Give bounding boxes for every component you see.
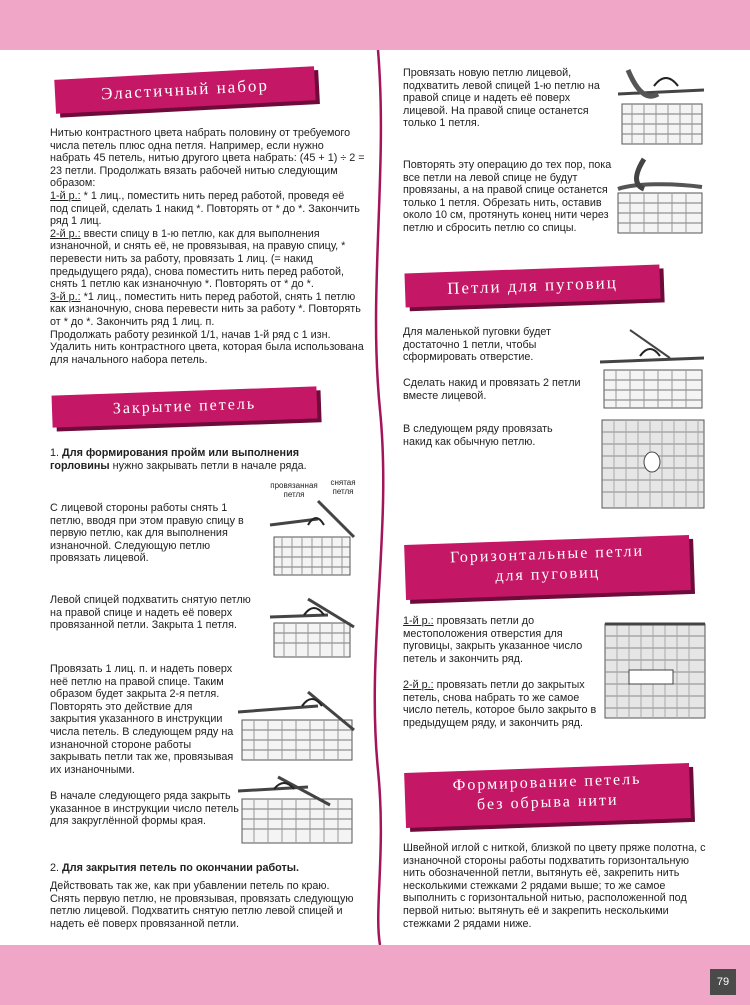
top-band xyxy=(0,0,750,50)
binding-off-intro xyxy=(50,447,320,472)
bind-off-illustration-1 xyxy=(618,64,706,146)
row-label: 3-й р.: xyxy=(50,290,81,303)
section-title-loops-without-break xyxy=(404,763,691,828)
column-divider xyxy=(360,50,400,945)
section-title-horizontal-buttonholes xyxy=(404,535,691,600)
buttonhole-illustration-1 xyxy=(600,328,706,410)
ribbon-text-line-1: Горизонтальные петли xyxy=(449,542,645,567)
buttonhole-text-3: В следующем ряду провязать накид как обычную петлю. xyxy=(403,423,553,448)
row-text: * 1 лиц., поместить нить перед работой, проведя её под спицей, сделать 1 накид *. Повторять от * до *. Закончить ряд 1 лиц. xyxy=(50,189,360,228)
horizontal-buttonhole-row-1 xyxy=(403,615,598,665)
knitting-illustration-2 xyxy=(268,597,356,659)
elastic-cast-on-text xyxy=(50,127,365,366)
page-number: 79 xyxy=(710,969,736,995)
row-text: ввести спицу в 1-ю петлю, как для выполнения изнаночной, и снять её, не провязывая, на правую спицу, * перевести нить за работу, провязать 1 лиц. (= накид предыдущего ряда), снова поместить нить перед работой, снять 1 петлю как изнаночную *. Повторять от * до *. xyxy=(50,227,346,291)
ribbon-text-line-2: для пуговиц xyxy=(495,564,601,585)
bold-text: Для закрытия петель по окончании работы. xyxy=(62,862,299,874)
row-text: *1 лиц., поместить нить перед работой, снять 1 петлю как изнаночную, снова перевести нить за работу *. Повторять от * до *. Закончить ряд 1 лиц. п. xyxy=(50,290,361,328)
text: нужно закрывать петли в начале ряда. xyxy=(109,459,307,472)
section-title-binding-off xyxy=(52,386,318,427)
label-slipped-loop: снятая петля xyxy=(330,478,356,496)
horizontal-buttonhole-illustration xyxy=(603,620,707,720)
step-4-text: В начале следующего ряда закрыть указанное в инструкции число петель для закруглённой формы края. xyxy=(50,790,239,828)
right-top-text-2: Повторять эту операцию до тех пор, пока все петли на левой спице не будут провязаны, а на правой спице останется только 1 петля. Обрезать нить, оставив около 10 см, протянуть конец нити через петлю и сбросить петлю со спицы. xyxy=(403,159,612,234)
section-title-buttonholes xyxy=(404,265,660,308)
list-number: 2. xyxy=(50,862,60,874)
list-number: 1. xyxy=(50,447,60,459)
bold-text: Для формирования пройм или выполнения горловины xyxy=(50,447,300,472)
paragraph: Нитью контрастного цвета набрать половину от требуемого числа петель плюс одна петля. Например, если нужно набрать 45 петель, нитью другого цвета набрать: (45 + 1) ÷ 2 = 23 петли. Продолжать вязать рабочей нитью следующим образом: xyxy=(50,127,365,190)
binding-off-end-text: Действовать так же, как при убавлении петель по краю. Снять первую петлю, не провязывая, провязать следующую петлю лицевой. Подхватить снятую петлю левой спицей и надеть её поверх провязанной петли. xyxy=(50,880,354,930)
loops-without-break-text: Швейной иглой с ниткой, близкой по цвету пряже полотна, с изнаночной стороны работы подхватить горизонтальную нить обозначенной петли, вытянуть её, закрепить нить несколькими стежками 2 рядами выше; то же самое выполнить с горизонтальной нитью, расположенной под первой нитью: вытянуть её и закрепить несколькими стежками 2 рядами ниже. xyxy=(403,842,706,930)
row-label: 1-й р.: xyxy=(403,615,434,627)
horizontal-buttonhole-row-2 xyxy=(403,679,598,729)
ribbon-text: Закрытие петель xyxy=(112,395,257,418)
ribbon-text-line-1: Формирование петель xyxy=(452,770,642,795)
row-label: 1-й р.: xyxy=(50,189,81,202)
right-top-text-1: Провязать новую петлю лицевой, подхватить левой спицей 1-ю петлю на правой спице и надеть её поверх лицевой. На правой спице останется только 1 петля. xyxy=(403,67,600,130)
binding-off-end-title xyxy=(50,862,360,875)
knitting-illustration-1 xyxy=(268,497,356,577)
buttonhole-illustration-2 xyxy=(600,418,706,510)
knitting-illustration-4 xyxy=(238,775,356,845)
bind-off-illustration-2 xyxy=(614,155,706,235)
row-label: 2-й р.: xyxy=(50,227,81,240)
step-1-text: С лицевой стороны работы снять 1 петлю, вводя при этом правую спицу в первую петлю, как для выполнения изнаночной. Следующую петлю провязать лицевой. xyxy=(50,502,244,565)
step-2-text: Левой спицей подхватить снятую петлю на правой спице и надеть её поверх провязанной петли. Закрыта 1 петля. xyxy=(50,594,251,632)
buttonhole-text-1: Для маленькой пуговки будет достаточно 1 петли, чтобы сформировать отверстие. xyxy=(403,326,551,364)
bottom-band xyxy=(0,945,750,1005)
row-label: 2-й р.: xyxy=(403,679,434,691)
ribbon-text: Петли для пуговиц xyxy=(446,273,619,298)
ribbon-text-line-2: без обрыва нити xyxy=(476,791,619,814)
ribbon-text: Эластичный набор xyxy=(100,75,270,104)
section-title-elastic-cast-on xyxy=(54,66,315,114)
row-text: провязать петли до местоположения отверстия для пуговицы, закрыть указанное число петель и закончить ряд. xyxy=(403,615,583,665)
label-knitted-loop: провязанная петля xyxy=(270,481,318,499)
row-text: провязать петли до закрытых петель, снова набрать то же самое число петель, которое было закрыто в предыдущем ряду, и закончить ряд. xyxy=(403,679,597,729)
knitting-illustration-3 xyxy=(238,690,356,762)
buttonhole-text-2: Сделать накид и провязать 2 петли вместе лицевой. xyxy=(403,377,581,402)
paragraph: Продолжать работу резинкой 1/1, начав 1-й ряд с 1 изн. Удалить нить контрастного цвета, которая была использована для начального набора петель. xyxy=(50,328,364,366)
step-3-text: Провязать 1 лиц. п. и надеть поверх неё петлю на правой спице. Таким образом будет закрыта 2-я петля. Повторять это действие для закрытия указанного в инструкции числа петель. В следующем ряду на изнаночной стороне работы закрывать петли так же, провязывая их изнаночными. xyxy=(50,663,234,776)
